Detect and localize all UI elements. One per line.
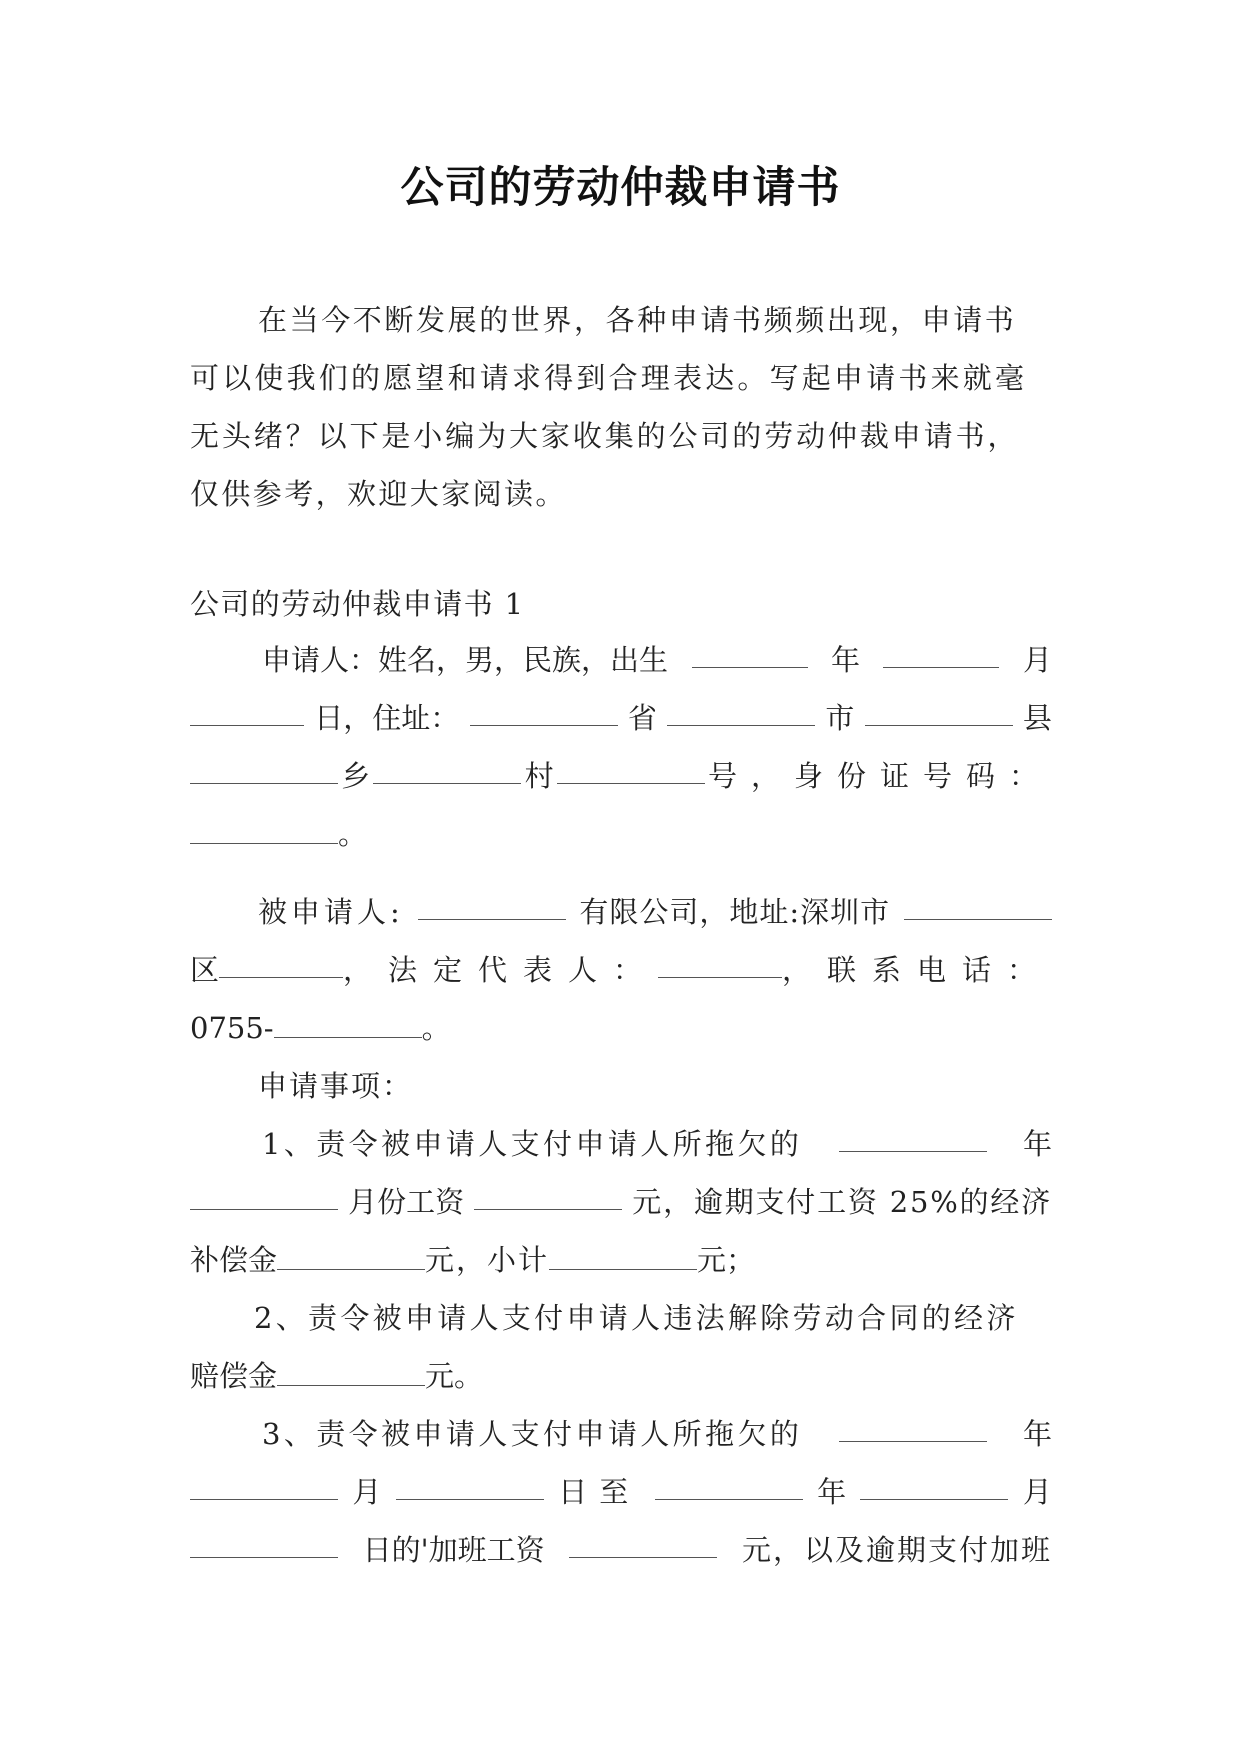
intro-line-3: 无头绪？以下是小编为大家收集的公司的劳动仲裁申请书，	[190, 419, 1020, 453]
claim-1-line-1	[262, 1124, 1052, 1164]
claim-2-line-2	[190, 1356, 1052, 1396]
blank-field	[667, 698, 815, 726]
applicant-text: 。	[338, 817, 368, 851]
applicant-line-4	[190, 814, 1052, 854]
applicant-text: 市	[825, 701, 855, 735]
applicant-text: 月	[1022, 643, 1052, 677]
blank-field	[277, 1242, 425, 1270]
claim-3-line-3	[190, 1530, 1052, 1570]
respondent-line-1	[258, 892, 1052, 932]
claim-2-line-1: 2、责令被申请人支付申请人违法解除劳动合同的经济	[254, 1301, 1019, 1335]
claim-text: 元。	[425, 1359, 484, 1393]
blank-field	[373, 756, 521, 784]
applicant-text: 村	[524, 759, 554, 793]
claim-text: 元；	[697, 1243, 756, 1277]
blank-field	[883, 640, 999, 668]
applicant-line-2	[190, 698, 1052, 738]
respondent-text: 0755-	[190, 1011, 274, 1045]
respondent-text: 。	[421, 1011, 451, 1045]
claim-text: 赔偿金	[190, 1359, 278, 1393]
respondent-line-2	[190, 950, 1052, 990]
respondent-text: 被申请人:	[258, 895, 404, 929]
claim-text: 日至	[558, 1475, 641, 1509]
claim-text: 元，以及逾期支付加班	[741, 1533, 1052, 1567]
section-heading: 公司的劳动仲裁申请书 1	[190, 587, 525, 621]
blank-field	[839, 1124, 987, 1152]
blank-field	[190, 1530, 338, 1558]
claim-text: 3、责令被申请人支付申请人所拖欠的	[262, 1417, 803, 1451]
intro-line-1	[258, 300, 1052, 340]
claim-text: 元，逾期支付工资 25%的经济	[632, 1185, 1052, 1219]
blank-field	[418, 892, 566, 920]
blank-field	[190, 756, 338, 784]
respondent-text: 区	[190, 953, 220, 987]
claim-text: 1、责令被申请人支付申请人所拖欠的	[262, 1127, 803, 1161]
blank-field	[190, 1182, 338, 1210]
applicant-text: 省	[627, 701, 657, 735]
claim-text: 年	[1022, 1417, 1052, 1451]
blank-field	[277, 1358, 425, 1386]
intro-line-4: 仅供参考，欢迎大家阅读。	[190, 477, 567, 511]
claim-3-line-1	[262, 1414, 1052, 1454]
claim-text: 年	[1022, 1127, 1052, 1161]
applicant-text: 号，身份证号码：	[707, 759, 1052, 793]
claims-heading: 申请事项：	[258, 1069, 414, 1103]
respondent-line-3	[190, 1008, 1052, 1048]
blank-field	[655, 1472, 803, 1500]
document-title: 公司的劳动仲裁申请书	[400, 163, 841, 213]
claim-text: 月份工资	[348, 1185, 465, 1219]
blank-field	[190, 1472, 338, 1500]
blank-field	[470, 698, 618, 726]
claim-text: 月	[1022, 1475, 1052, 1509]
blank-field	[190, 816, 338, 844]
claim-text: 月	[352, 1475, 382, 1509]
blank-field	[219, 950, 343, 978]
claim-text: 元，小计	[425, 1243, 550, 1277]
intro-text: 在当今不断发展的世界，各种申请书频频出现，申请书	[258, 303, 1017, 337]
blank-field	[474, 1182, 622, 1210]
claim-3-line-2	[190, 1472, 1052, 1512]
respondent-text: ，法定代表人：	[342, 953, 658, 987]
applicant-text: 年	[830, 643, 860, 677]
blank-field	[557, 756, 705, 784]
respondent-text: 有限公司，地址:深圳市	[579, 895, 891, 929]
claim-text: 补偿金	[190, 1243, 278, 1277]
blank-field	[904, 892, 1052, 920]
respondent-text: ，联系电话：	[781, 953, 1052, 987]
blank-field	[658, 950, 782, 978]
applicant-line-1	[262, 640, 1052, 680]
intro-line-2: 可以使我们的愿望和请求得到合理表达。写起申请书来就毫	[190, 361, 1028, 395]
blank-field	[190, 698, 304, 726]
blank-field	[569, 1530, 717, 1558]
blank-field	[839, 1414, 987, 1442]
claim-text: 日的'加班工资	[362, 1533, 545, 1567]
blank-field	[274, 1010, 422, 1038]
claim-1-line-2	[190, 1182, 1052, 1222]
claim-1-line-3	[190, 1240, 1052, 1280]
blank-field	[396, 1472, 544, 1500]
applicant-text: 申请人：姓名，男，民族，出生	[262, 643, 669, 677]
blank-field	[865, 698, 1013, 726]
applicant-line-3	[190, 756, 1052, 796]
blank-field	[860, 1472, 1008, 1500]
claim-text: 年	[817, 1475, 847, 1509]
applicant-text: 乡	[341, 759, 371, 793]
blank-field	[549, 1242, 697, 1270]
blank-field	[692, 640, 808, 668]
applicant-text: 日，住址：	[314, 701, 460, 735]
applicant-text: 县	[1022, 701, 1052, 735]
